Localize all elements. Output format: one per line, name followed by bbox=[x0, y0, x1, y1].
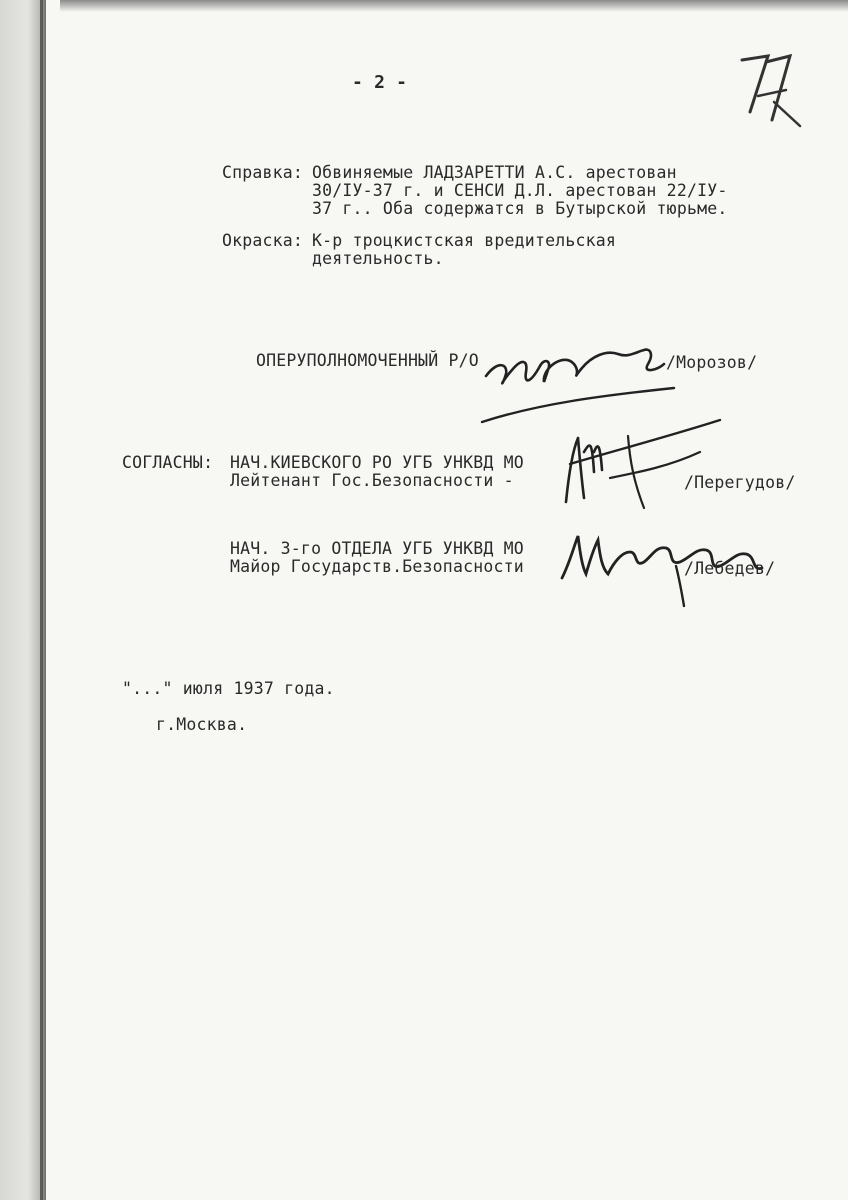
second-approver-line-2: Майор Государств.Безопасности bbox=[230, 557, 524, 576]
first-approver-line-1: НАЧ.КИЕВСКОГО РО УГБ УНКВД МО bbox=[230, 453, 524, 472]
okraska-line-1: К-р троцкистская вредительская bbox=[312, 231, 617, 250]
operupolnomochenny-title: ОПЕРУПОЛНОМОЧЕННЫЙ Р/О bbox=[256, 351, 479, 370]
spravka-line-3: 37 г.. Оба содержатся в Бутырской тюрьме. bbox=[312, 199, 728, 218]
document-date: "..." июля 1937 года. bbox=[122, 679, 335, 698]
peregudov-name: /Перегудов/ bbox=[684, 473, 796, 492]
second-approver-line-1: НАЧ. 3-го ОТДЕЛА УГБ УНКВД МО bbox=[230, 539, 524, 558]
document-place: г.Москва. bbox=[156, 715, 248, 734]
folio-number-handwritten bbox=[728, 42, 808, 132]
top-edge-shadow bbox=[60, 0, 848, 12]
soglasny-label: СОГЛАСНЫ: bbox=[122, 453, 214, 472]
morozov-name: /Морозов/ bbox=[666, 353, 758, 372]
okraska-label: Окраска: bbox=[222, 231, 304, 250]
first-approver-line-2: Лейтенант Гос.Безопасности - bbox=[230, 471, 514, 490]
spravka-line-1: Обвиняемые ЛАДЗАРЕТТИ А.С. арестован bbox=[312, 163, 677, 182]
spravka-label: Справка: bbox=[222, 163, 304, 182]
binding-line bbox=[40, 0, 43, 1200]
lebedev-name: /Лебедев/ bbox=[684, 559, 776, 578]
spravka-line-2: 30/IУ-37 г. и СЕНСИ Д.Л. арестован 22/IУ- bbox=[312, 181, 728, 200]
signature-peregudov bbox=[550, 412, 730, 522]
page-number: - 2 - bbox=[352, 72, 408, 93]
okraska-line-2: деятельность. bbox=[312, 249, 444, 268]
